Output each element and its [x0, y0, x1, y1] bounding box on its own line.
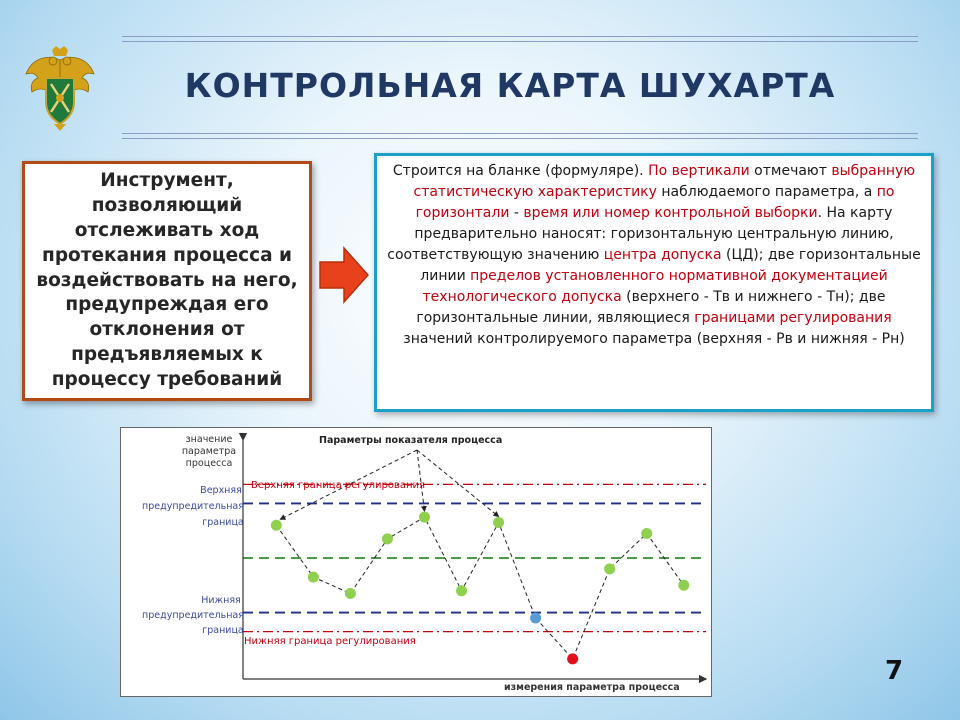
top-rule-1: [122, 36, 918, 37]
description-text-7: (верхнего - Тв и нижнего - Тн); две горизонтальные линии, являющиеся: [416, 289, 886, 326]
description-text-3: наблюдаемого параметра, а: [656, 184, 877, 200]
lower-warning-label-line-3: граница: [202, 625, 244, 636]
data-point-5: [419, 512, 430, 523]
annotation-label: Параметры показателя процесса: [319, 435, 503, 446]
data-point-11: [641, 528, 652, 539]
page-number: 7: [884, 656, 904, 686]
description-text-8: значений контролируемого параметра (верхняя - Рв и нижняя - Рн): [403, 331, 905, 347]
description-highlight-time: время или номер контрольной выборки: [523, 205, 818, 221]
description-highlight-control-limits: границами регулирования: [694, 310, 892, 326]
upper-warning-label-line-3: граница: [202, 517, 244, 528]
description-highlight-vertical: По вертикали: [648, 163, 750, 179]
description-highlight-tolerance: пределов установленного нормативной документацией технологического допуска: [422, 268, 888, 305]
description-box: [374, 153, 934, 412]
description-text-5: . На карту предварительно наносят: горизонтальную центральную линию, соответствующую значению: [387, 205, 894, 263]
slide-title: КОНТРОЛЬНАЯ КАРТА ШУХАРТА: [184, 66, 836, 105]
upper-warning-label-line-2: предупредительная: [142, 501, 244, 512]
upper-control-label: Верхняя граница регулирования: [251, 480, 426, 491]
description-sentence-1: Строится на бланке (формуляре).: [392, 163, 649, 179]
data-point-6: [456, 585, 467, 596]
y-axis-label-line-1: значение: [185, 434, 233, 445]
lower-warning-label-line-2: предупредительная: [142, 610, 244, 621]
y-axis-label-line-3: процесса: [185, 458, 233, 469]
data-point-4: [382, 533, 393, 544]
lower-control-label: Нижняя граница регулирования: [244, 636, 416, 647]
description-text-2: отмечают: [749, 163, 832, 179]
description-highlight-horizontal: по горизонтали: [415, 184, 895, 221]
data-point-2: [308, 572, 319, 583]
bottom-rule-2: [122, 138, 918, 139]
lower-warning-label-line-1: Нижняя: [201, 595, 241, 606]
coat-of-arms-emblem: [22, 44, 98, 132]
description-text-6: (ЦД); две горизонтальные линии: [420, 247, 921, 284]
x-axis-label: измерения параметра процесса: [504, 682, 680, 693]
data-point-7: [493, 517, 504, 528]
control-chart-panel: [120, 427, 712, 697]
data-point-9: [567, 653, 578, 664]
control-chart: [121, 428, 711, 696]
description-highlight-center: центра допуска: [603, 247, 722, 263]
y-axis-label-line-2: параметра: [181, 446, 237, 457]
data-point-12: [678, 580, 689, 591]
bottom-rule-1: [122, 133, 918, 134]
description-highlight-characteristic: выбранную статистическую характеристику: [413, 163, 916, 200]
description-text-4: -: [509, 205, 524, 221]
upper-warning-label-line-1: Верхняя: [200, 485, 242, 496]
data-point-1: [271, 520, 282, 531]
definition-text: Инструмент, позволяющий отслеживать ход протекания процесса и воздействовать на него, предупреждая его отклонения от предъявляемых к процессу требований: [36, 170, 298, 390]
top-rule-2: [122, 41, 918, 42]
data-point-3: [345, 588, 356, 599]
data-point-8: [530, 613, 541, 624]
definition-box: [22, 161, 312, 401]
data-point-10: [604, 563, 615, 574]
annotation-arrow-2: [417, 450, 499, 517]
arrow-right-icon: [318, 246, 370, 304]
